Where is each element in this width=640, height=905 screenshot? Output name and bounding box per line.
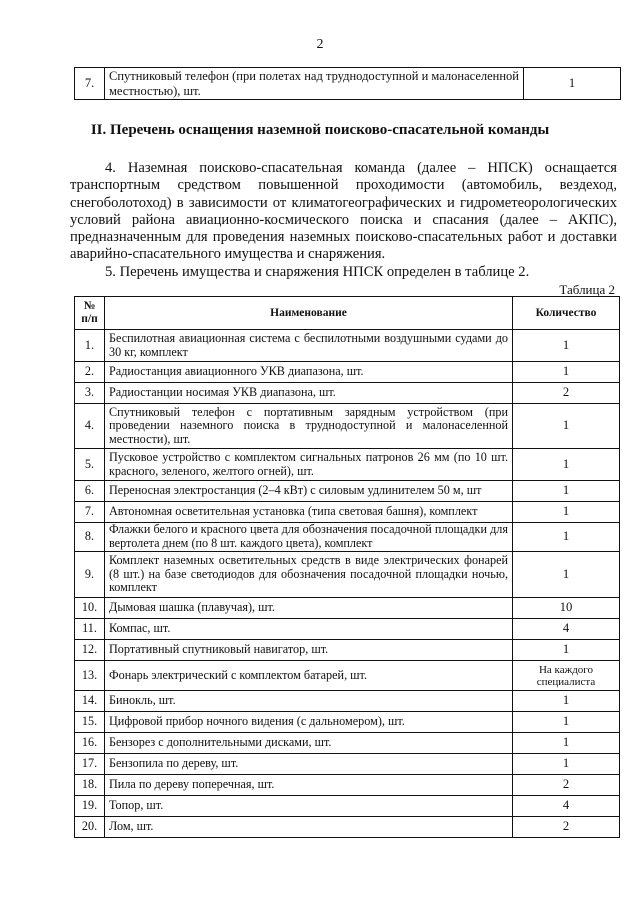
table-header-row (75, 297, 620, 330)
row-name: Переносная электростанция (2–4 кВт) с силовым удлинителем 50 м, шт (105, 481, 513, 502)
page-number: 2 (316, 37, 324, 52)
row-number: 19. (75, 796, 105, 817)
row-number: 2. (75, 362, 105, 383)
row-number: 5. (75, 449, 105, 481)
row-quantity: 1 (513, 404, 620, 449)
row-name: Цифровой прибор ночного видения (с дальномером), шт. (105, 712, 513, 733)
row-name: Флажки белого и красного цвета для обозначения посадочной площадки для вертолета днем (по 8 шт. каждого цвета), комплект (105, 523, 513, 552)
row-quantity: 4 (513, 796, 620, 817)
row-name: Пусковое устройство с комплектом сигнальных патронов 26 мм (по 10 шт. красного, зеленого, желтого огней), шт. (105, 449, 513, 481)
row-number: 20. (75, 817, 105, 838)
row-name: Пила по дереву поперечная, шт. (105, 775, 513, 796)
table-row (75, 502, 620, 523)
table-row (75, 523, 620, 552)
row-quantity: 1 (524, 68, 621, 100)
continuation-table (74, 67, 621, 100)
equipment-table (74, 296, 620, 838)
table-row (75, 383, 620, 404)
row-number: 11. (75, 619, 105, 640)
row-name: Фонарь электрический с комплектом батарей, шт. (105, 661, 513, 691)
row-name: Комплект наземных осветительных средств в виде электрических фонарей (8 шт.) на базе светодиодов для обозначения посадочной площадки ночью, комплект (105, 552, 513, 598)
table-row (75, 404, 620, 449)
row-number: 16. (75, 733, 105, 754)
table-row (75, 619, 620, 640)
row-name: Беспилотная авиационная система с беспилотными воздушными судами до 30 кг, комплект (105, 330, 513, 362)
row-quantity: 2 (513, 383, 620, 404)
paragraph-5: 5. Перечень имущества и снаряжения НПСК определен в таблице 2. (105, 264, 530, 280)
table-row (75, 481, 620, 502)
table-row (75, 796, 620, 817)
table-row (75, 712, 620, 733)
paragraph-4: 4. Наземная поисково-спасательная команда (далее – НПСК) оснащается транспортным средством повышенной проходимости (автомобиль, вездеход, снегоболотоход) в зависимости от климатогеографических и гидрометеорологических условий района авиационно-космического поиска и спасания (далее – АКПС), предназначенным для проведения наземных поисково-спасательных работ и доставки аварийно-спасательного имущества и снаряжения. (70, 160, 617, 263)
table-row (75, 817, 620, 838)
table-row (75, 68, 621, 100)
row-name: Спутниковый телефон с портативным зарядным устройством (при проведении наземного поиска в труднодоступной и малонаселенной местности), шт. (105, 404, 513, 449)
row-name: Бензопила по дереву, шт. (105, 754, 513, 775)
row-number: 7. (75, 502, 105, 523)
section-title: II. Перечень оснащения наземной поисково-спасательной команды (90, 122, 550, 138)
table-row (75, 598, 620, 619)
row-number: 17. (75, 754, 105, 775)
row-number: 7. (75, 68, 105, 100)
row-quantity: 10 (513, 598, 620, 619)
row-number: 9. (75, 552, 105, 598)
table-row (75, 775, 620, 796)
row-number: 1. (75, 330, 105, 362)
row-quantity: 1 (513, 362, 620, 383)
row-number: 18. (75, 775, 105, 796)
row-number: 4. (75, 404, 105, 449)
row-name: Автономная осветительная установка (типа световая башня), комплект (105, 502, 513, 523)
row-number: 10. (75, 598, 105, 619)
row-number: 12. (75, 640, 105, 661)
header-name: Наименование (105, 297, 513, 330)
header-qty: Количество (513, 297, 620, 330)
row-number: 6. (75, 481, 105, 502)
table-row (75, 362, 620, 383)
row-quantity: 1 (513, 523, 620, 552)
row-name: Компас, шт. (105, 619, 513, 640)
row-number: 13. (75, 661, 105, 691)
row-name: Топор, шт. (105, 796, 513, 817)
header-num: № п/п (75, 297, 105, 330)
table-label: Таблица 2 (559, 282, 615, 297)
row-quantity: 1 (513, 754, 620, 775)
row-number: 8. (75, 523, 105, 552)
row-name: Радиостанции носимая УКВ диапазона, шт. (105, 383, 513, 404)
table-row (75, 640, 620, 661)
row-quantity: 1 (513, 712, 620, 733)
row-name: Бензорез с дополнительными дисками, шт. (105, 733, 513, 754)
row-quantity: 1 (513, 449, 620, 481)
row-name: Лом, шт. (105, 817, 513, 838)
row-quantity: 4 (513, 619, 620, 640)
table-row (75, 733, 620, 754)
table-row (75, 449, 620, 481)
row-quantity: 2 (513, 775, 620, 796)
row-number: 3. (75, 383, 105, 404)
row-quantity: 1 (513, 640, 620, 661)
table-row (75, 691, 620, 712)
row-quantity: 2 (513, 817, 620, 838)
row-quantity: 1 (513, 502, 620, 523)
row-number: 14. (75, 691, 105, 712)
row-quantity: 1 (513, 552, 620, 598)
row-name: Бинокль, шт. (105, 691, 513, 712)
row-number: 15. (75, 712, 105, 733)
row-quantity: 1 (513, 330, 620, 362)
row-quantity: 1 (513, 691, 620, 712)
table-row (75, 754, 620, 775)
row-name: Спутниковый телефон (при полетах над труднодоступной и малонаселенной местностью), шт. (105, 68, 524, 100)
row-name: Радиостанция авиационного УКВ диапазона, шт. (105, 362, 513, 383)
row-name: Дымовая шашка (плавучая), шт. (105, 598, 513, 619)
row-name: Портативный спутниковый навигатор, шт. (105, 640, 513, 661)
table-row (75, 552, 620, 598)
table-row (75, 330, 620, 362)
row-quantity: На каждого специалиста (513, 661, 620, 691)
row-quantity: 1 (513, 733, 620, 754)
row-quantity: 1 (513, 481, 620, 502)
table-row (75, 661, 620, 691)
